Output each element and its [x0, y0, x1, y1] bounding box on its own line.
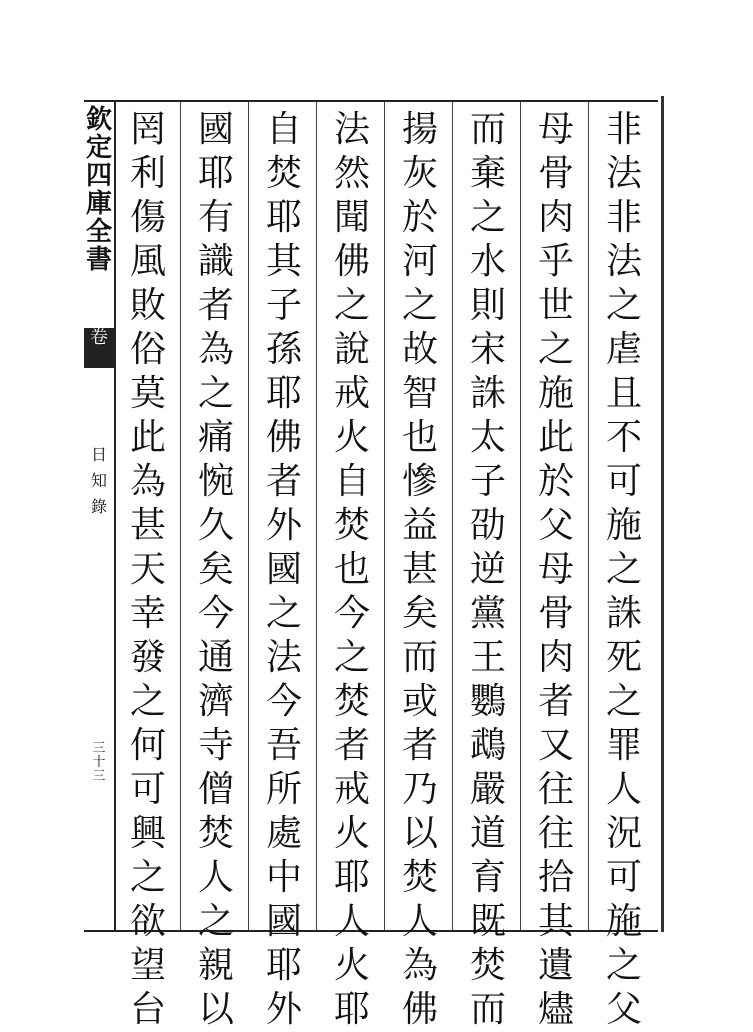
column-char: 劭 [469, 505, 506, 546]
column-char: 孫 [265, 329, 302, 370]
column-char: 幸 [129, 593, 166, 634]
column-char: 耶 [265, 373, 302, 414]
text-column-2 [528, 108, 584, 1030]
column-char: 之 [197, 901, 234, 942]
column-char: 之 [605, 549, 642, 590]
column-char: 道 [469, 813, 506, 854]
column-char: 鸚 [469, 681, 506, 722]
column-char: 人 [197, 857, 234, 898]
column-char: 於 [401, 197, 438, 238]
column-char: 之 [469, 197, 506, 238]
column-char: 人 [333, 901, 370, 942]
column-char: 以 [401, 813, 438, 854]
column-char: 傷 [129, 197, 166, 238]
page-margin-strip [84, 102, 116, 930]
column-char: 水 [469, 241, 506, 282]
column-char: 施 [537, 373, 574, 414]
column-char: 非 [605, 109, 642, 150]
column-char: 者 [265, 461, 302, 502]
column-char: 人 [401, 901, 438, 942]
column-char: 法 [605, 153, 642, 194]
column-char: 又 [537, 725, 574, 766]
column-char: 說 [333, 329, 370, 370]
column-char: 或 [401, 681, 438, 722]
column-char: 寺 [197, 725, 234, 766]
column-char: 揚 [401, 109, 438, 150]
column-char: 所 [265, 769, 302, 810]
column-char: 且 [605, 373, 642, 414]
column-char: 既 [469, 901, 506, 942]
column-char: 吾 [265, 725, 302, 766]
column-char: 而 [469, 109, 506, 150]
column-char: 鵡 [469, 725, 506, 766]
column-char: 而 [401, 637, 438, 678]
column-char: 於 [537, 461, 574, 502]
column-char: 灰 [401, 153, 438, 194]
column-rule [588, 102, 589, 930]
column-char: 母 [537, 549, 574, 590]
column-char: 戒 [333, 373, 370, 414]
column-char: 耶 [333, 857, 370, 898]
column-char: 今 [333, 593, 370, 634]
column-rule [520, 102, 521, 930]
column-char: 焚 [469, 945, 506, 986]
text-column-5 [324, 108, 380, 1030]
column-char: 耶 [197, 153, 234, 194]
column-char: 有 [197, 197, 234, 238]
column-char: 河 [401, 241, 438, 282]
column-char: 識 [197, 241, 234, 282]
column-char: 戒 [333, 769, 370, 810]
column-char: 骨 [537, 153, 574, 194]
column-char: 虐 [605, 329, 642, 370]
column-char: 風 [129, 241, 166, 282]
column-char: 之 [265, 593, 302, 634]
column-char: 之 [129, 857, 166, 898]
column-char: 之 [605, 285, 642, 326]
column-char: 為 [401, 945, 438, 986]
column-char: 嚴 [469, 769, 506, 810]
column-char: 乎 [537, 241, 574, 282]
column-char: 子 [265, 285, 302, 326]
column-char: 自 [333, 461, 370, 502]
column-char: 外 [265, 505, 302, 546]
column-rule [452, 102, 453, 930]
column-char: 可 [605, 461, 642, 502]
column-char: 火 [333, 813, 370, 854]
column-char: 佛 [265, 417, 302, 458]
title-char: 定 [86, 133, 113, 163]
column-char: 也 [333, 549, 370, 590]
column-char: 宋 [469, 329, 506, 370]
column-char: 焚 [333, 681, 370, 722]
column-char: 之 [605, 681, 642, 722]
column-char: 耶 [265, 945, 302, 986]
column-char: 黨 [469, 593, 506, 634]
column-char: 而 [469, 989, 506, 1030]
column-char: 發 [129, 637, 166, 678]
column-char: 罪 [605, 725, 642, 766]
column-char: 甚 [129, 505, 166, 546]
column-char: 益 [401, 505, 438, 546]
column-char: 不 [605, 417, 642, 458]
title-char: 欽 [86, 105, 113, 135]
column-char: 拾 [537, 857, 574, 898]
column-char: 佛 [401, 989, 438, 1030]
column-char: 矣 [197, 549, 234, 590]
column-char: 之 [197, 373, 234, 414]
column-char: 焚 [197, 813, 234, 854]
column-char: 者 [197, 285, 234, 326]
column-char: 法 [265, 637, 302, 678]
column-char: 世 [537, 285, 574, 326]
column-char: 然 [333, 153, 370, 194]
column-char: 棄 [469, 153, 506, 194]
text-column-6 [256, 108, 312, 1030]
column-char: 敗 [129, 285, 166, 326]
column-char: 為 [197, 329, 234, 370]
column-rule [248, 102, 249, 930]
column-rule [180, 102, 181, 930]
column-rule [316, 102, 317, 930]
text-column-4 [392, 108, 448, 1030]
title-char: 庫 [86, 189, 113, 219]
column-char: 往 [537, 769, 574, 810]
column-char: 濟 [197, 681, 234, 722]
column-char: 燼 [537, 989, 574, 1030]
text-column-8 [120, 108, 176, 1030]
column-char: 惋 [197, 461, 234, 502]
column-char: 父 [605, 989, 642, 1030]
column-char: 國 [265, 549, 302, 590]
title-char: 書 [86, 245, 113, 275]
column-char: 僧 [197, 769, 234, 810]
column-char: 欲 [129, 901, 166, 942]
column-char: 父 [537, 505, 574, 546]
column-char: 太 [469, 417, 506, 458]
column-char: 矣 [401, 593, 438, 634]
column-char: 為 [129, 461, 166, 502]
column-char: 台 [129, 989, 166, 1030]
column-char: 自 [265, 109, 302, 150]
column-char: 往 [537, 813, 574, 854]
column-char: 國 [197, 109, 234, 150]
column-char: 者 [537, 681, 574, 722]
column-char: 遺 [537, 945, 574, 986]
title-char: 四 [86, 161, 113, 191]
column-char: 之 [401, 285, 438, 326]
column-char: 今 [197, 593, 234, 634]
column-char: 罔 [129, 109, 166, 150]
column-char: 處 [265, 813, 302, 854]
column-char: 甚 [401, 549, 438, 590]
column-char: 外 [265, 989, 302, 1030]
book-name-text: 日知錄 [90, 445, 107, 516]
text-column-3 [460, 108, 516, 1030]
column-char: 誅 [605, 593, 642, 634]
column-char: 佛 [333, 241, 370, 282]
title-char: 全 [86, 217, 113, 247]
column-char: 肉 [537, 637, 574, 678]
column-char: 母 [537, 109, 574, 150]
column-char: 聞 [333, 197, 370, 238]
column-char: 國 [265, 901, 302, 942]
outer-border [657, 96, 664, 932]
page-frame [84, 100, 658, 1030]
column-char: 今 [265, 681, 302, 722]
column-char: 誅 [469, 373, 506, 414]
book-name [88, 442, 110, 520]
column-char: 其 [537, 901, 574, 942]
column-char: 施 [605, 901, 642, 942]
column-char: 此 [537, 417, 574, 458]
column-char: 者 [401, 725, 438, 766]
column-char: 莫 [129, 373, 166, 414]
column-char: 慘 [401, 461, 438, 502]
column-char: 智 [401, 373, 438, 414]
column-char: 通 [197, 637, 234, 678]
column-char: 子 [469, 461, 506, 502]
column-char: 焚 [265, 153, 302, 194]
column-char: 久 [197, 505, 234, 546]
column-char: 逆 [469, 549, 506, 590]
column-char: 之 [333, 285, 370, 326]
column-char: 肉 [537, 197, 574, 238]
column-char: 施 [605, 505, 642, 546]
column-char: 之 [537, 329, 574, 370]
column-char: 耶 [265, 197, 302, 238]
column-char: 之 [333, 637, 370, 678]
column-char: 之 [129, 681, 166, 722]
column-char: 也 [401, 417, 438, 458]
column-char: 法 [605, 241, 642, 282]
page-number: 三十三 [92, 741, 106, 784]
column-char: 以 [197, 989, 234, 1030]
column-char: 王 [469, 637, 506, 678]
column-char: 火 [333, 417, 370, 458]
column-char: 痛 [197, 417, 234, 458]
column-char: 火 [333, 945, 370, 986]
column-char: 則 [469, 285, 506, 326]
column-char: 非 [605, 197, 642, 238]
column-char: 可 [129, 769, 166, 810]
column-char: 興 [129, 813, 166, 854]
column-char: 俗 [129, 329, 166, 370]
column-char: 者 [333, 725, 370, 766]
column-char: 法 [333, 109, 370, 150]
column-char: 利 [129, 153, 166, 194]
column-char: 人 [605, 769, 642, 810]
column-char: 焚 [333, 505, 370, 546]
column-char: 育 [469, 857, 506, 898]
column-char: 其 [265, 241, 302, 282]
column-char: 可 [605, 857, 642, 898]
column-char: 望 [129, 945, 166, 986]
column-char: 況 [605, 813, 642, 854]
column-rule [384, 102, 385, 930]
column-char: 親 [197, 945, 234, 986]
juan-marker: 卷 [84, 328, 114, 368]
column-char: 故 [401, 329, 438, 370]
column-char: 耶 [333, 989, 370, 1030]
book-series-title [86, 106, 112, 274]
column-char: 乃 [401, 769, 438, 810]
column-char: 骨 [537, 593, 574, 634]
text-column-1 [596, 108, 652, 1030]
column-char: 之 [605, 945, 642, 986]
text-column-7 [188, 108, 244, 1030]
column-char: 中 [265, 857, 302, 898]
column-char: 何 [129, 725, 166, 766]
column-char: 天 [129, 549, 166, 590]
column-char: 焚 [401, 857, 438, 898]
column-char: 死 [605, 637, 642, 678]
column-char: 此 [129, 417, 166, 458]
